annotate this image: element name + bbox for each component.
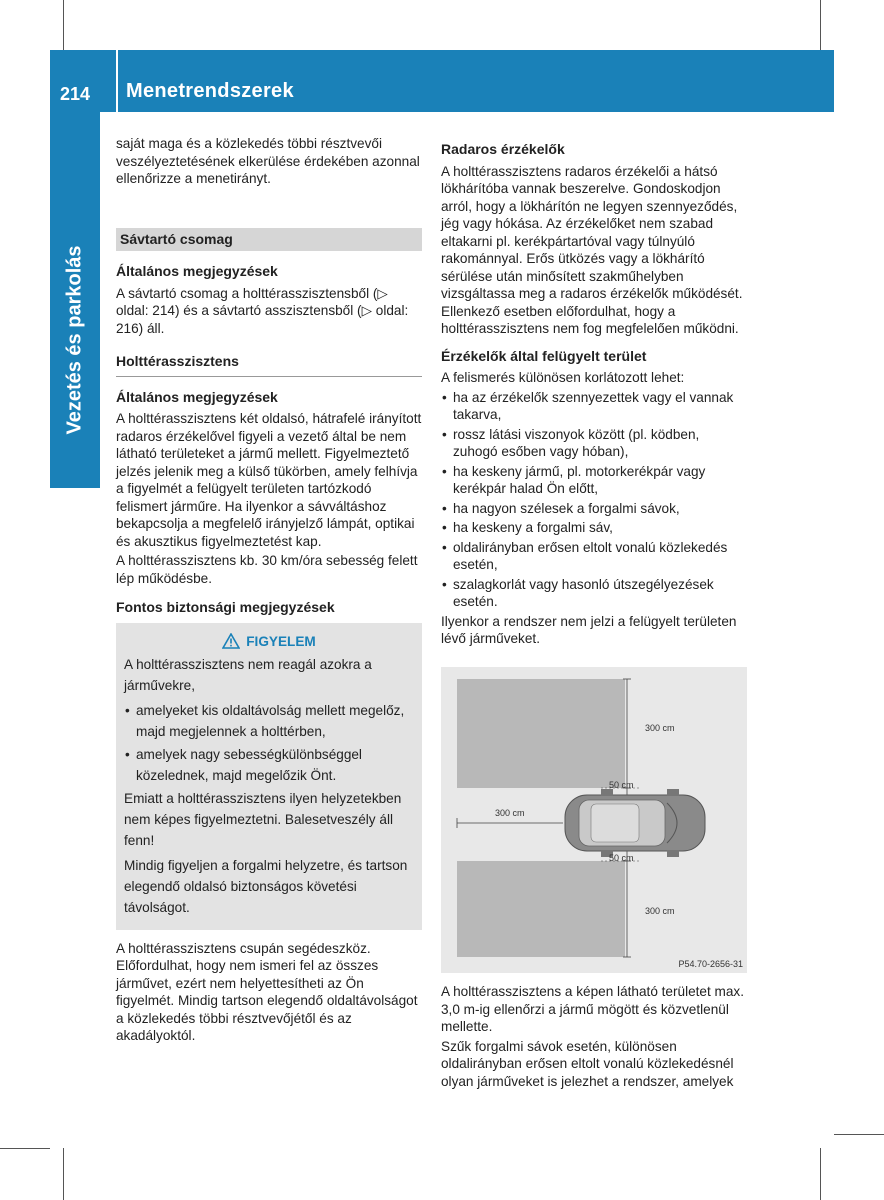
- side-tab-label: Vezetés és parkolás: [63, 245, 86, 435]
- right-column: [441, 135, 747, 650]
- paragraph: A holttérasszisztens radaros érzékelői a hátsó lökhárítóba vannak beszerelve. Gondoskodjon arról, hogy a lökhárítón ne legyen szennyeződés, jég vagy hókása. Az érzékelőket nem szabad eltakarni pl. kerékpártartóval vagy túlnyúló rakománnyal. Erős ütközés vagy a lökhárító sérülése után minősített szakműhelyben vizsgáltassa meg a radaros érzékelők működését. Ellenkező esetben előfordulhat, hogy a holttérasszisztens nem fog megfelelően működni.: [441, 163, 743, 336]
- list-item: • amelyek nagy sebességkülönbséggel közelednek, majd megelőzik Önt.: [124, 744, 414, 786]
- left-column: [116, 135, 422, 1047]
- warning-title: [124, 631, 414, 652]
- subheading: Érzékelők által felügyelt terület: [441, 347, 647, 364]
- diagram-graphic: [441, 667, 747, 973]
- crop-mark: [820, 1148, 821, 1200]
- figure-id: P54.70-2656-31: [678, 959, 743, 969]
- list-item: • ha az érzékelők szennyezettek vagy el vannak takarva,: [441, 389, 747, 424]
- list-item: • ha keskeny a forgalmi sáv,: [441, 519, 747, 537]
- paragraph: A felismerés különösen korlátozott lehet:: [441, 370, 685, 385]
- dimension-label: 300 cm: [645, 906, 675, 916]
- warning-text: A holttérasszisztens nem reagál azokra a járművekre,: [124, 656, 372, 693]
- page-title: Menetrendszerek: [126, 80, 294, 102]
- detection-zone-bottom: [457, 861, 625, 957]
- paragraph: A holttérasszisztens a képen látható területet max. 3,0 m-ig ellenőrzi a jármű mögött és közvetlenül mellette.: [441, 984, 745, 1034]
- list-item: • amelyeket kis oldaltávolság mellett megelőz, majd megjelennek a holttérben,: [124, 700, 414, 742]
- dimension-label: 50 cm: [609, 780, 634, 790]
- dimension-label: 50 cm: [609, 853, 634, 863]
- paragraph: A holttérasszisztens kb. 30 km/óra sebesség felett lép működésbe.: [116, 553, 418, 586]
- crop-mark: [63, 1148, 64, 1200]
- paragraph: A holttérasszisztens két oldalsó, hátrafelé irányított radaros érzékelővel figyeli a vezető által be nem látható területeket a jármű mellett. Figyelmeztető jelzés jelenik meg a külső tükörben, amely felhívja a figyelmét a felügyelt területen tartózkodó felismert járműre. Ha ilyenkor a sávváltáshoz bekapcsolja a megfelelő irányjelző lámpát, optikai és akusztikus figyelmeztetést kap.: [116, 411, 422, 549]
- subheading: Holttérasszisztens: [116, 353, 422, 377]
- warning-text: Emiatt a holttérasszisztens ilyen helyzetekben nem képes figyelmeztetni. Balesetveszély áll fenn!: [124, 790, 402, 848]
- crop-mark: [63, 0, 64, 50]
- paragraph: Ilyenkor a rendszer nem jelzi a felügyelt területen lévő járműveket.: [441, 613, 737, 646]
- paragraph: Szűk forgalmi sávok esetén, különösen oldalirányban erősen eltolt vonalú közlekedésnél olyan járműveket is jelezhet a rendszer, amelyek: [441, 1038, 734, 1089]
- car-top-view: [565, 789, 705, 857]
- detection-zone-top: [457, 679, 625, 788]
- warning-list: [124, 700, 414, 786]
- subheading: Általános megjegyzések: [116, 388, 278, 405]
- list-item: • rossz látási viszonyok között (pl. ködben, zuhogó esőben vagy hóban),: [441, 426, 747, 461]
- warning-triangle-icon: [222, 633, 240, 649]
- list-item: • ha keskeny jármű, pl. motorkerékpár vagy kerékpár halad Ön előtt,: [441, 463, 747, 498]
- list-item: • oldalirányban erősen eltolt vonalú közlekedés esetén,: [441, 539, 747, 574]
- warning-text: Mindig figyeljen a forgalmi helyzetre, és tartson elegendő oldalsó biztonságos követési távolságot.: [124, 857, 408, 915]
- subheading: Általános megjegyzések: [116, 263, 278, 279]
- intro-paragraph: saját maga és a közlekedés többi résztvevői veszélyeztetésének elkerülése érdekében azonnal ellenőrizze a menetirányt.: [116, 136, 420, 186]
- crop-mark: [834, 1134, 884, 1135]
- right-column-continued: [441, 983, 747, 1092]
- paragraph: A sávtartó csomag a holttérasszisztensből (▷ oldal: 214) és a sávtartó asszisztensből (▷ oldal: 216) áll.: [116, 285, 409, 336]
- list-item: • szalagkorlát vagy hasonló útszegélyezések esetén.: [441, 576, 747, 611]
- header-divider: [116, 50, 118, 112]
- paragraph: A holttérasszisztens csupán segédeszköz. Előfordulhat, hogy nem ismeri fel az összes járművet, ezért nem helyettesítheti az Ön figyelmét. Mindig tartson elegendő oldaltávolságot a közlekedés többi résztvevőjétől és az akadályoktól.: [116, 940, 418, 1043]
- section-heading: Sávtartó csomag: [116, 228, 422, 252]
- dimension-label: 300 cm: [495, 808, 525, 818]
- list-item: • ha nagyon szélesek a forgalmi sávok,: [441, 500, 747, 518]
- blind-spot-diagram: [441, 667, 747, 973]
- page-number: 214: [60, 84, 91, 104]
- crop-mark: [0, 1148, 50, 1149]
- dimension-label: 300 cm: [645, 723, 675, 733]
- bullet-list: [441, 389, 747, 611]
- subheading: Fontos biztonsági megjegyzések: [116, 599, 335, 615]
- warning-label: FIGYELEM: [246, 633, 316, 649]
- warning-box: [116, 623, 422, 930]
- crop-mark: [820, 0, 821, 50]
- subheading: Radaros érzékelők: [441, 141, 565, 157]
